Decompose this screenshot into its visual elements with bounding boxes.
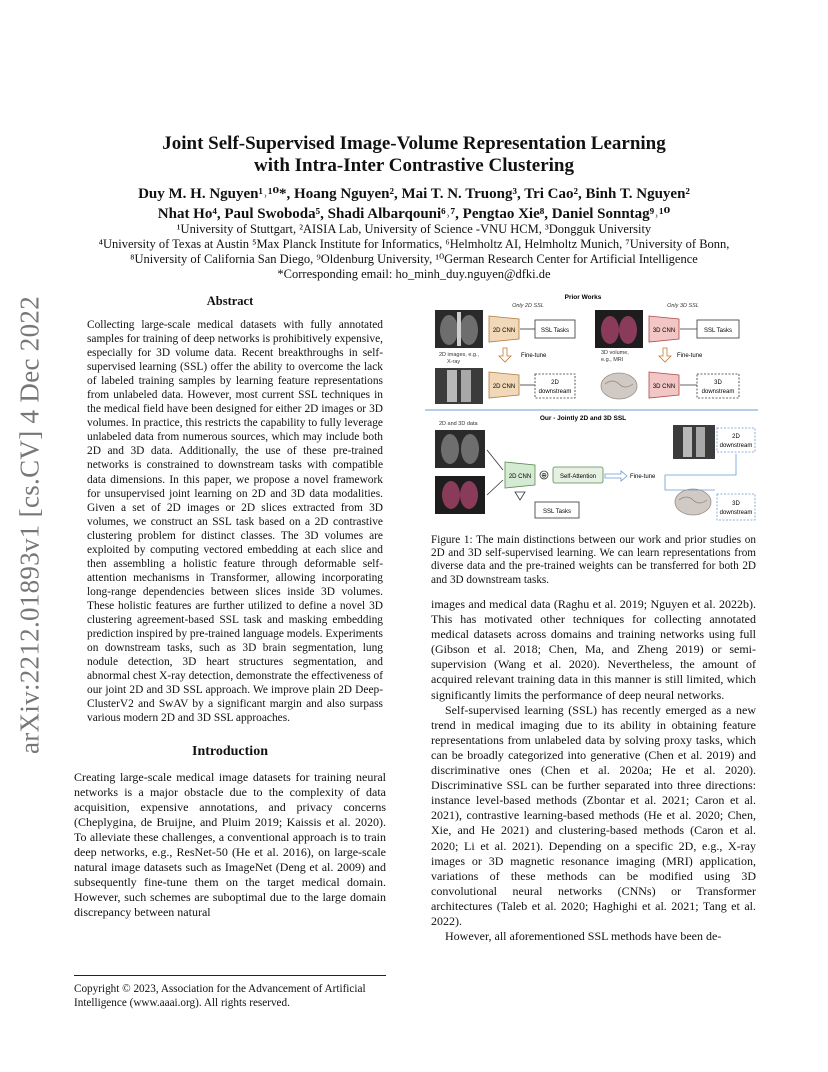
paper-title-line-1: Joint Self-Supervised Image-Volume Representation Learning xyxy=(162,133,666,154)
finetune-label-3d: Fine-tune xyxy=(677,353,703,359)
affiliation-line-3: ⁸University of California San Diego, ⁹Oldenburg University, ¹⁰German Research Center for Artificial Intelligence xyxy=(130,252,698,266)
paper-title-line-2: with Intra-Inter Contrastive Clustering xyxy=(254,155,574,176)
affiliation-line-1: ¹University of Stuttgart, ²AISIA Lab, University of Science -VNU HCM, ³Dongguk University xyxy=(176,222,652,236)
finetune-label-2d: Fine-tune xyxy=(521,353,547,359)
concat-symbol: ⊕ xyxy=(541,472,547,480)
downstream-2d-label-2: downstream xyxy=(538,389,572,395)
copyright-notice: Copyright © 2023, Association for the Advancement of Artificial Intelligence (www.aaai.org). All rights reserved. xyxy=(74,983,366,1009)
ours-downstream-2d-label-1: 2D xyxy=(732,434,740,440)
finetune-arrow-2d xyxy=(499,348,511,362)
cnn-2d-label-top: 2D CNN xyxy=(492,328,516,334)
chest-xray-image xyxy=(435,310,483,348)
cnn-3d-label-bottom: 3D CNN xyxy=(652,384,676,390)
fig-only-2d-label: Only 2D SSL xyxy=(512,303,544,309)
ours-chest-xray-image xyxy=(435,430,485,468)
corresponding-email: *Corresponding email: ho_minh_duy.nguyen@dfki.de xyxy=(277,267,551,281)
ours-knee-xray-image xyxy=(673,425,715,459)
fig-2d-3d-data-label: 2D and 3D data xyxy=(439,421,478,427)
cnn-2d-block-bottom xyxy=(489,372,519,398)
ours-downstream-3d-label-2: downstream xyxy=(719,510,753,516)
ssl-tasks-label-2d: SSL Tasks xyxy=(540,328,570,334)
right-column-text xyxy=(431,597,756,944)
ssl-tasks-label-3d: SSL Tasks xyxy=(703,328,733,334)
arxiv-stamp-text: arXiv:2212.01893v1 [cs.CV] 4 Dec 2022 xyxy=(14,295,45,755)
abstract-body: Collecting large-scale medical datasets with fully annotated samples for training of deep networks is prohibitively expensive, especially for 3D volume data. Recent breakthroughs in self-supervised learning (SSL) offer the ability to overcome the lack of labeled training samples by learning feature representations from unlabeled data. However, most current SSL techniques in the medical field have been designed for either 2D images or 3D volumes. In practice, this restricts the capability to fully leverage unlabeled data from numerous sources, which may include both 2D and 3D data. Additionally, the use of these pre-trained networks is constrained to downstream tasks with compatible data dimensions. In this paper, we propose a novel framework for unsupervised joint learning on 2D and 3D data modalities. Given a set of 2D images or 2D slices extracted from 3D volumes, we construct an SSL task based on a 2D contrastive clustering problem for distinct classes. The 3D volumes are exploited by computing vectored embedding at each slice and then assembling a holistic feature through deformable self-attention mechanisms in Transformer, allowing incorporating long-range dependencies between slices inside 3D volumes. These holistic features are further utilized to define a novel 3D clustering agreement-based SSL task and masking embedding prediction inspired by pre-trained language models. Experiments on downstream tasks, such as 3D brain segmentation, lung nodule detection, 3D heart structures segmentation, and abnormal chest X-ray detection, demonstrate the effectiveness of our joint 2D and 3D SSL approach. We improve plain 2D Deep-ClusterV2 and SwAV by a significant margin and also surpass various modern 2D and 3D SSL approaches. xyxy=(87,319,383,725)
downstream-2d-label-1: 2D xyxy=(551,380,559,386)
right-paragraph-2: Self-supervised learning (SSL) has recently emerged as a new trend in medical imaging due to its ability in obtaining feature representations from unlabeled data by solving proxy tasks, which can be broadly categorized into generative (Chen et al. 2019) and discriminative ones (Chen et al. 2020a; He et al. 2020). Discriminative SSL can be further separated into three directions: instance level-based methods (Zbontar et al. 2021; Caron et al. 2021), contrastive learning-based methods (He et al. 2020; Chen, Xie, and He 2021) and clustering-based methods (Caron et al. 2020; Li et al. 2021). Depending on a specific 2D, e.g., X-ray images or 3D magnetic resonance imaging (MRI) application, variations of these methods can be modified using 3D convolutional neural networks (CNNs) or Transformer architectures (Taleb et al. 2020; Haghighi et al. 2021; Tang et al. 2022). xyxy=(431,702,756,928)
figure-1 xyxy=(425,290,758,530)
ours-ssl-tasks-label: SSL Tasks xyxy=(542,509,572,515)
affiliation-line-2: ⁴University of Texas at Austin ⁵Max Planck Institute for Informatics, ⁶Helmholtz AI, Helmholtz Munich, ⁷University of Bonn, xyxy=(98,237,730,251)
ours-brain-mri-image xyxy=(675,489,711,515)
introduction-heading: Introduction xyxy=(192,744,268,759)
fig-2d-images-caption-1: 2D images, e.g., xyxy=(439,352,480,358)
cnn-3d-label-top: 3D CNN xyxy=(652,328,676,334)
ours-downstream-3d-label-1: 3D xyxy=(732,501,740,507)
lung-ct-volume-image xyxy=(595,310,643,348)
figure-1-diagram xyxy=(425,290,758,530)
fig-2d-images-caption-2: X-ray xyxy=(447,359,461,365)
downstream-3d-label-1: 3D xyxy=(714,380,722,386)
ours-finetune-arrow xyxy=(605,471,627,481)
downstream-3d-label-2: downstream xyxy=(701,389,735,395)
brain-mri-volume-image xyxy=(595,368,643,404)
cnn-3d-block-top xyxy=(649,316,679,342)
ours-lung-ct-image xyxy=(435,476,485,514)
cnn-2d-label-bottom: 2D CNN xyxy=(492,384,516,390)
ours-downstream-2d-label-2: downstream xyxy=(719,443,753,449)
cnn-2d-block-top xyxy=(489,316,519,342)
fig-prior-works-label: Prior Works xyxy=(564,294,602,301)
introduction-body: Creating large-scale medical image datasets for training neural networks is a major obstacle due to the complexity of data acquisition, expensive annotations, and privacy concerns (Cheplygina, de Bruijne, and Pluim 2019; Kaissis et al. 2020). To alleviate these challenges, a conventional approach is to train deep networks, e.g., ResNet-50 (He et al. 2016), on large-scale natural image datasets such as ImageNet (Deng et al. 2009) and subsequently fine-tune them on the target medical domain. However, such schemes are suboptimal due to the large domain discrepancy between natural xyxy=(74,770,386,919)
ours-downstream-3d-box xyxy=(717,494,755,520)
fig-ours-label: Our - Jointly 2D and 3D SSL xyxy=(539,415,627,422)
cnn-3d-block-bottom xyxy=(649,372,679,398)
abstract-heading: Abstract xyxy=(206,294,254,308)
ours-finetune-label: Fine-tune xyxy=(630,474,656,480)
figure-1-caption: Figure 1: The main distinctions between our work and prior studies on 2D and 3D self-supervised learning. We can learn representations from diverse data and the pre-trained weights can be transferred for both 2D and 3D downstream tasks. xyxy=(431,534,756,586)
finetune-arrow-3d xyxy=(659,348,671,362)
right-paragraph-1: images and medical data (Raghu et al. 2019; Nguyen et al. 2022b). This has motivated other techniques for collecting annotated medical datasets across domains and training networks using full (Gibson et al. 2018; Chen, Ma, and Zheng 2019) or semi-supervision (Wang et al. 2020). Nevertheless, the amount of acquired relevant training data in this manner is still limited, which significantly limits the performance of deep neural networks. xyxy=(431,597,756,702)
ours-cnn-2d-block xyxy=(505,462,535,488)
knee-xray-image xyxy=(435,368,483,404)
arxiv-stamp xyxy=(10,290,50,760)
authors-line-2: Nhat Ho⁴, Paul Swoboda⁵, Shadi Albarqouni⁶˒⁷, Pengtao Xie⁸, Daniel Sonntag⁹˒¹⁰ xyxy=(157,206,671,222)
down-triangle-icon xyxy=(515,492,525,500)
authors-line-1: Duy M. H. Nguyen¹˒¹⁰*, Hoang Nguyen², Mai T. N. Truong³, Tri Cao², Binh T. Nguyen² xyxy=(138,186,690,202)
ours-cnn-2d-label: 2D CNN xyxy=(508,474,532,480)
footnote-rule xyxy=(74,975,386,976)
self-attention-label: Self-Attention xyxy=(559,474,597,480)
fig-3d-volume-caption-2: e.g., MRI xyxy=(601,357,624,363)
fig-3d-volume-caption-1: 3D volume, xyxy=(601,350,629,356)
fig-only-3d-label: Only 3D SSL xyxy=(667,303,699,309)
right-paragraph-3: However, all aforementioned SSL methods have been de- xyxy=(445,929,722,944)
